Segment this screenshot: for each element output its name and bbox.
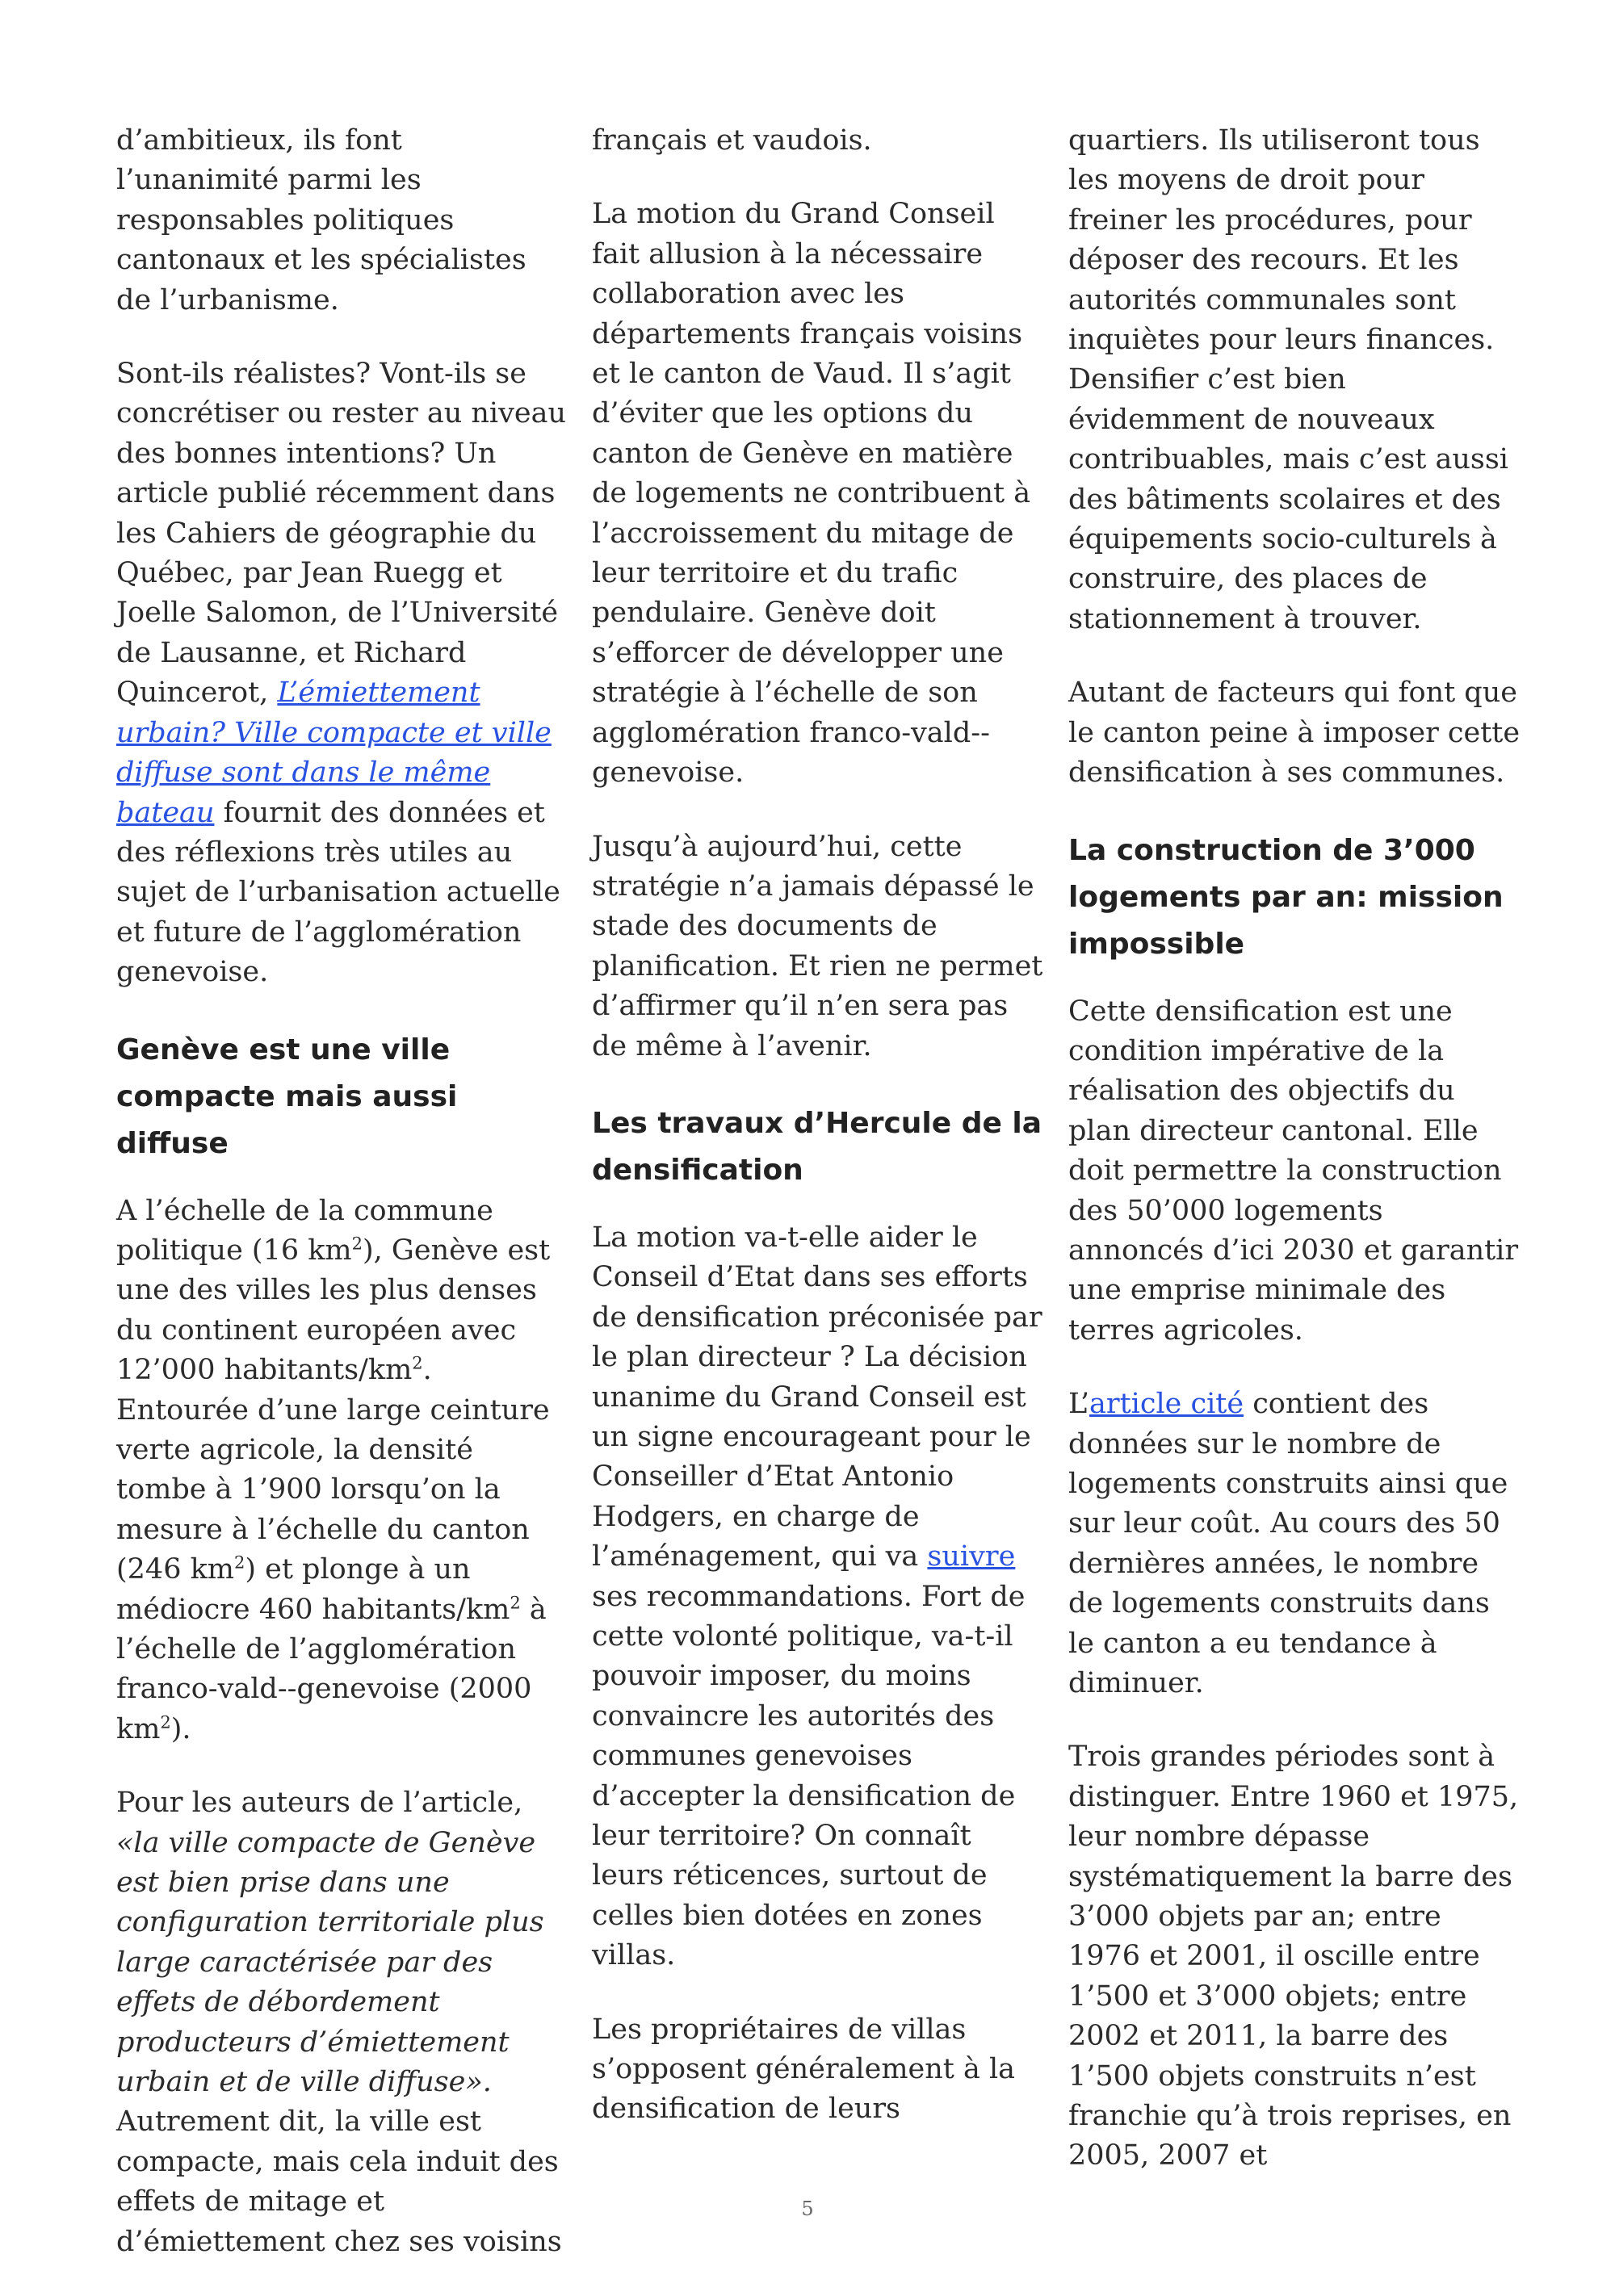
text: Sont-ils réalistes? Vont-ils se concrétiser ou rester au niveau des bonnes intentions? Un article publié récemment dans les Cahiers de géographie du Québec, par Jean Ruegg et Joelle Salomon, de l’Université de Lausanne, et Richard Quincerot,: [116, 358, 566, 710]
paragraph: Autant de facteurs qui font que le canton peine à imposer cette densification à ses communes.: [1068, 677, 1521, 790]
text: fournit des données et des réflexions très utiles au sujet de l’urbanisation actuelle et future de l’agglomération genevoise.: [116, 796, 560, 989]
article-link[interactable]: L’émiettement urbain? Ville compacte et ville diffuse sont dans le même bateau: [116, 677, 552, 829]
paragraph: français et vaudois.: [592, 124, 872, 157]
column-3: [1068, 121, 1521, 2210]
paragraph: Cette densification est une condition impérative de la réalisation des objectifs du plan directeur cantonal. Elle doit permettre la construction des 50’000 logements annoncés d’ici 2030 et garantir une emprise minimale des terres agricoles.: [1068, 995, 1519, 1347]
section-heading: Genève est une ville compacte mais aussi diffuse: [116, 1033, 458, 1160]
column-2: [592, 121, 1044, 2164]
paragraph: d’ambitieux, ils font l’unanimité parmi les responsables politiques cantonaux et les spécialistes de l’urbanisme.: [116, 124, 526, 316]
paragraph: Pour les auteurs de l’article, «la ville compacte de Genève est bien prise dans une configuration territoriale plus large caractérisée par des effets de débordement producteurs d’émiettement urbain et de ville diffuse». Autrement dit, la ville est compacte, mais cela induit des effets de mitage et d’émiettement chez ses voisins: [116, 1787, 562, 2258]
paragraph: L’article cité contient des données sur le nombre de logements construits ainsi que sur leur coût. Au cours des 50 dernières années, le nombre de logements construits dans le canton a eu tendance à diminuer.: [1068, 1388, 1508, 1699]
suivre-link[interactable]: suivre: [927, 1540, 1016, 1573]
section-heading: Les travaux d’Hercule de la densification: [592, 1106, 1042, 1187]
paragraph: [116, 354, 568, 993]
paragraph: La motion du Grand Conseil fait allusion à la nécessaire collaboration avec les départements français voisins et le canton de Vaud. Il s’agit d’éviter que les options du canton de Genève en matière de logements ne contribuent à l’accroissement du mitage de leur territoire et du trafic pendulaire. Genève doit s’efforcer de développer une stratégie à l’échelle de son agglomération franco-vald--genevoise.: [592, 198, 1031, 790]
column-1: [116, 121, 568, 2296]
page-number: 5: [801, 2198, 814, 2220]
section-heading: La construction de 3’000 logements par an: mission impossible: [1068, 833, 1504, 961]
paragraph: Trois grandes périodes sont à distinguer. Entre 1960 et 1975, leur nombre dépasse systématiquement la barre des 3’000 objets par an; entre 1976 et 2001, il oscille entre 1’500 et 3’000 objets; entre 2002 et 2011, la barre des 1’500 objets construits n’est franchie qu’à trois reprises, en 2005, 2007 et: [1068, 1741, 1519, 2172]
paragraph: quartiers. Ils utiliseront tous les moyens de droit pour freiner les procédures, pour déposer des recours. Et les autorités communales sont inquiètes pour leurs finances. Densifier c’est bien évidemment de nouveaux contribuables, mais c’est aussi des bâtiments scolaires et des équipements socio-culturels à construire, des places de stationnement à trouver.: [1068, 124, 1508, 635]
article-cite-link[interactable]: article cité: [1089, 1388, 1244, 1421]
paragraph: A l’échelle de la commune politique (16 $km^2$), Genève est une des villes les plus denses du continent européen avec 12’000 habitants/$km^2$. Entourée d’une large ceinture verte agricole, la densité tombe à 1’900 lorsqu’on la mesure à l’échelle du canton (246 $km^2$) et plonge à un médiocre 460 habitants/$km^2$ à l’échelle de l’agglomération franco-vald--genevoise (2000 $km^2$).: [116, 1194, 551, 1745]
paragraph: Jusqu’à aujourd’hui, cette stratégie n’a jamais dépassé le stade des documents de planification. Et rien ne permet d’affirmer qu’il n’en sera pas de même à l’avenir.: [592, 830, 1043, 1062]
paragraph: Les propriétaires de villas s’opposent généralement à la densification de leurs: [592, 2013, 1016, 2126]
paragraph: La motion va-t-elle aider le Conseil d’Etat dans ses efforts de densification préconisée par le plan directeur ? La décision unanime du Grand Conseil est un signe encourageant pour le Conseiller d’Etat Antonio Hodgers, en charge de l’aménagement, qui va suivre ses recommandations. Fort de cette volonté politique, va-t-il pouvoir imposer, du moins convaincre les autorités des communes genevoises d’accepter la densification de leur territoire? On connaît leurs réticences, surtout de celles bien dotées en zones villas.: [592, 1221, 1042, 1972]
quote: «la ville compacte de Genève est bien prise dans une configuration territoriale plus large caractérisée par des effets de débordement producteurs d’émiettement urbain et de ville diffuse».: [116, 1826, 544, 2099]
